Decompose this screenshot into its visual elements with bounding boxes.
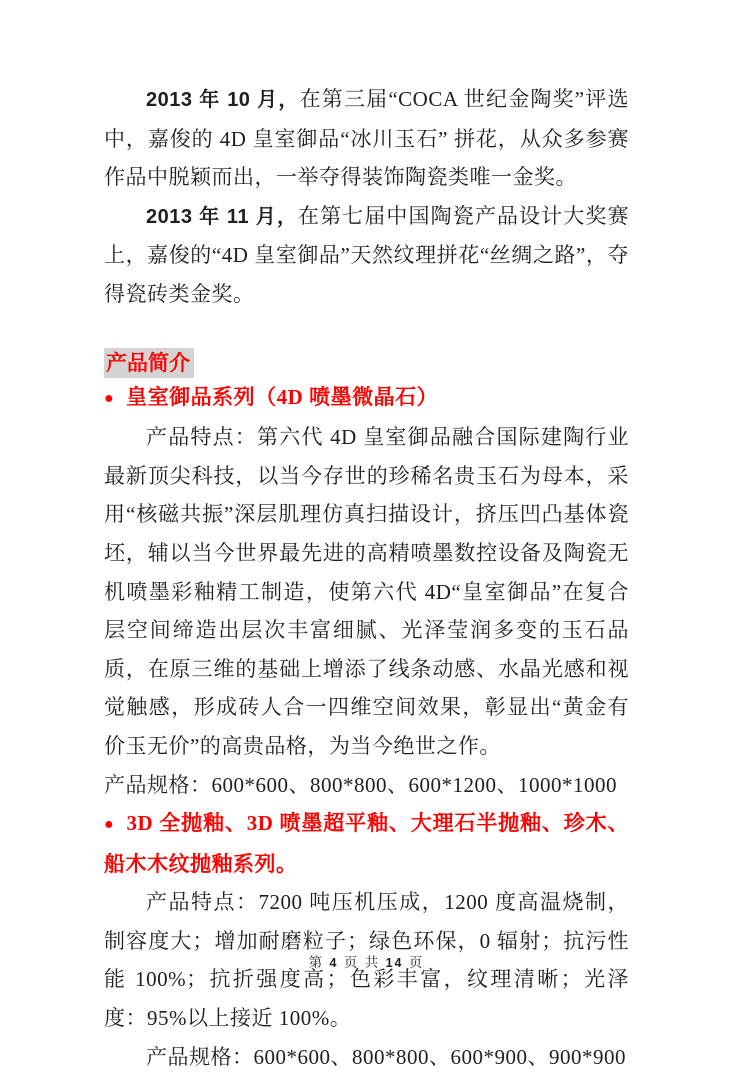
highlighted-heading-text: 产品简介 [104,348,194,378]
page-footer [0,951,733,971]
paragraph-text: 在第七届中国陶瓷产品设计大奖赛上，嘉俊的“4D 皇室御品”天然纹理拼花“丝绸之路”，夺得瓷砖类金奖。 [104,203,629,306]
footer-middle: 页 共 [338,955,386,970]
bullet-item-label: 3D 全抛釉、3D 喷墨超平釉、大理石半抛釉、珍木、船木木纹抛釉系列。 [104,811,629,876]
paragraph-award-2013-10 [104,80,629,197]
bullet-icon: ● [104,389,115,407]
paragraph-product-specs-1: 产品规格：600*600、800*800、600*1200、1000*1000 [104,772,617,797]
section-heading-product-intro [104,348,629,378]
paragraph-product-features-1: 产品特点：第六代 4D 皇室御品融合国际建陶行业最新顶尖科技，以当今存世的珍稀名贵玉石为母本，采用“核磁共振”深层肌理仿真扫描设计，挤压凹凸基体瓷坯，辅以当今世界最先进的高精喷墨数控设备及陶瓷无机喷墨彩釉精工制造，使第六代 4D“皇室御品”在复合层空间缔造出层次丰富细腻、光泽莹润多变的玉石品质，在原三维的基础上增添了线条动感、水晶光感和视觉触感，形成砖人合一四维空间效果，彰显出“黄金有价玉无价”的高贵品格，为当今绝世之作。 [104,425,629,758]
paragraph-award-2013-11 [104,197,629,314]
paragraph-lead-date: 2013 年 11 月， [146,205,298,228]
bullet-icon: ● [104,816,115,834]
bullet-item-3d-glaze-series [104,804,629,883]
paragraph-product-specs-2: 产品规格：600*600、800*800、600*900、900*900 [146,1044,626,1069]
footer-total-pages: 14 [385,956,404,970]
paragraph-text: 在第三届“COCA 世纪金陶奖”评选中，嘉俊的 4D 皇室御品“冰川玉石” 拼花，从众多参赛作品中脱颖而出，一举夺得装饰陶瓷类唯一金奖。 [104,87,629,190]
bullet-item-label: 皇室御品系列（4D 喷墨微晶石） [126,384,439,409]
paragraph-lead-date: 2013 年 10 月， [146,89,300,111]
footer-prefix: 第 [308,955,330,970]
paragraph-product-features-2: 产品特点：7200 吨压机压成，1200 度高温烧制，制容度大；增加耐磨粒子；绿色环保，0 辐射；抗污性能 100%；抗折强度高；色彩丰富，纹理清晰；光泽度：95%以上接近 100%。 [104,890,629,1031]
footer-page-number: 4 [329,956,339,970]
bullet-item-royal-series [104,378,629,419]
footer-suffix: 页 [403,955,425,970]
document-content [104,80,629,1076]
